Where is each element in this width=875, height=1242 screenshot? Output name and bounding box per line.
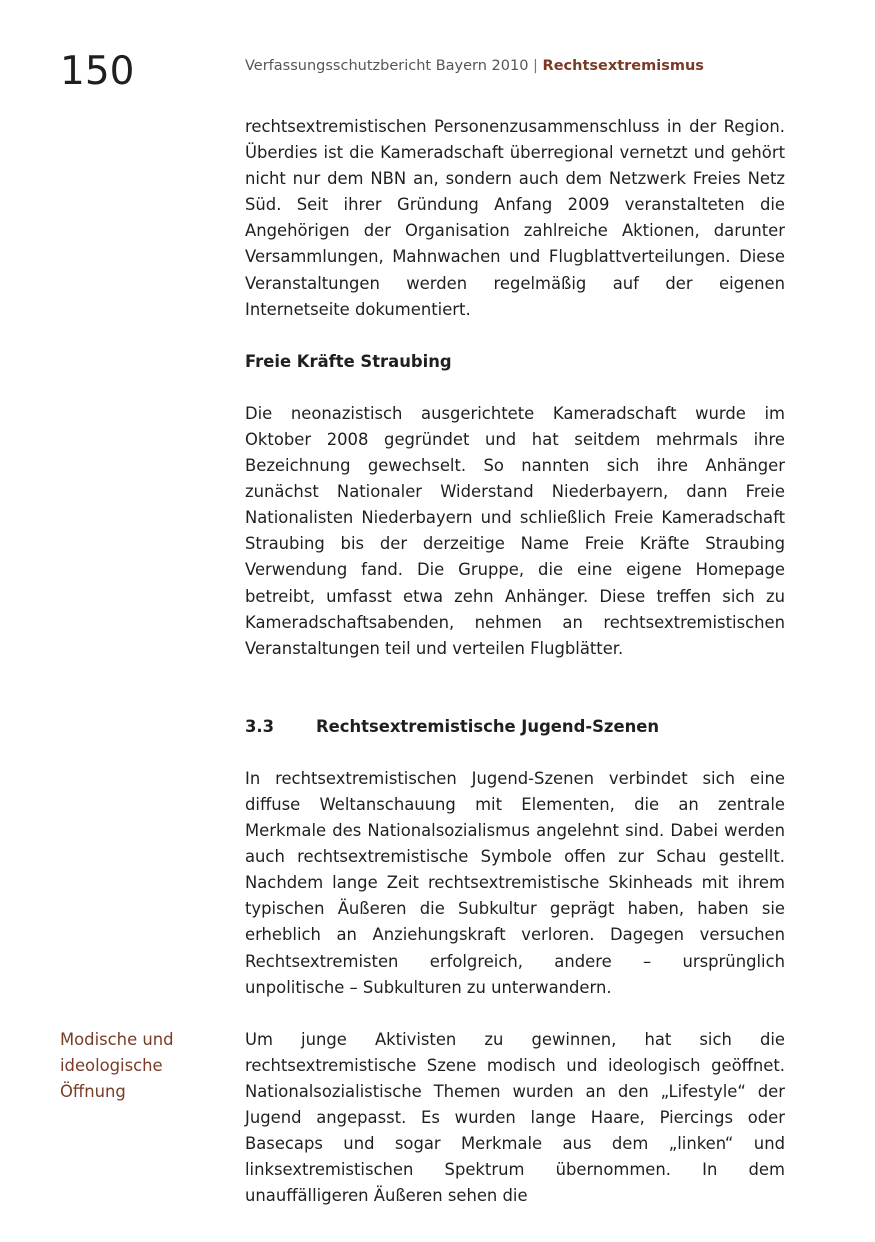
chapter-heading [245, 714, 785, 740]
header-separator: | [528, 58, 543, 74]
chapter-title: Rechtsextremistische Jugend-Szenen [316, 716, 660, 736]
margin-note-line: Öffnung [60, 1082, 126, 1102]
section-title: Rechtsextremismus [542, 58, 704, 74]
paragraph: In rechtsextremistischen Jugend-Szenen verbindet sich eine diffuse Weltanschauung mit Elementen, die an zentrale Merkmale des Nationalsozialismus angelehnt sind. Dabei werden auch rechtsextremistische Symbole offen zur Schau gestellt. Nachdem lange Zeit rechtsextremistische Skinheads mit ihrem typischen Äußeren die Subkultur geprägt haben, haben sie erheblich an Anziehungskraft verloren. Dagegen versuchen Rechtsextremisten erfolgreich, andere – ursprünglich unpolitische – Subkulturen zu unterwandern. [245, 768, 785, 997]
subheading-freie-kraefte-straubing: Freie Kräfte Straubing [245, 351, 452, 371]
paragraph: rechtsextremistischen Personenzusammenschluss in der Region. Überdies ist die Kameradschaft überregional vernetzt und gehört nicht nur dem NBN an, sondern auch dem Netzwerk Freies Netz Süd. Seit ihrer Gründung Anfang 2009 veranstalteten die Angehörigen der Organisation zahlreiche Aktionen, darunter Versammlungen, Mahnwachen und Flugblattverteilungen. Diese Veranstaltungen werden regelmäßig auf der eigenen Internetseite dokumentiert. [245, 117, 785, 319]
main-content [245, 114, 785, 1209]
margin-note [60, 1027, 230, 1105]
margin-note-line: Modische und [60, 1030, 174, 1049]
chapter-number: 3.3 [245, 716, 275, 736]
page-number: 150 [60, 49, 135, 94]
paragraph: Die neonazistisch ausgerichtete Kameradschaft wurde im Oktober 2008 gegründet und hat seitdem mehrmals ihre Bezeichnung gewechselt. So nannten sich ihre Anhänger zunächst Nationaler Widerstand Niederbayern, dann Freie Nationalisten Niederbayern und schließlich Freie Kameradschaft Straubing bis der derzeitige Name Freie Kräfte Straubing Verwendung fand. Die Gruppe, die eine eigene Homepage betreibt, umfasst etwa zehn Anhänger. Diese treffen sich zu Kameradschaftsabenden, nehmen an rechtsextremistischen Veranstaltungen teil und verteilen Flugblätter. [245, 403, 785, 658]
margin-note-line: ideologische [60, 1056, 163, 1076]
paragraph: Um junge Aktivisten zu gewinnen, hat sich die rechtsextremistische Szene modisch und ideologisch geöffnet. Nationalsozialistische Themen wurden an den „Lifestyle“ der Jugend angepasst. Es wurden lange Haare, Piercings oder Basecaps und sogar Merkmale aus dem „linken“ und linksextremistischen Spektrum übernommen. In dem unauffälligeren Äußeren sehen die [245, 1029, 785, 1206]
running-header [245, 57, 704, 75]
running-title: Verfassungsschutzbericht Bayern 2010 [245, 58, 529, 74]
